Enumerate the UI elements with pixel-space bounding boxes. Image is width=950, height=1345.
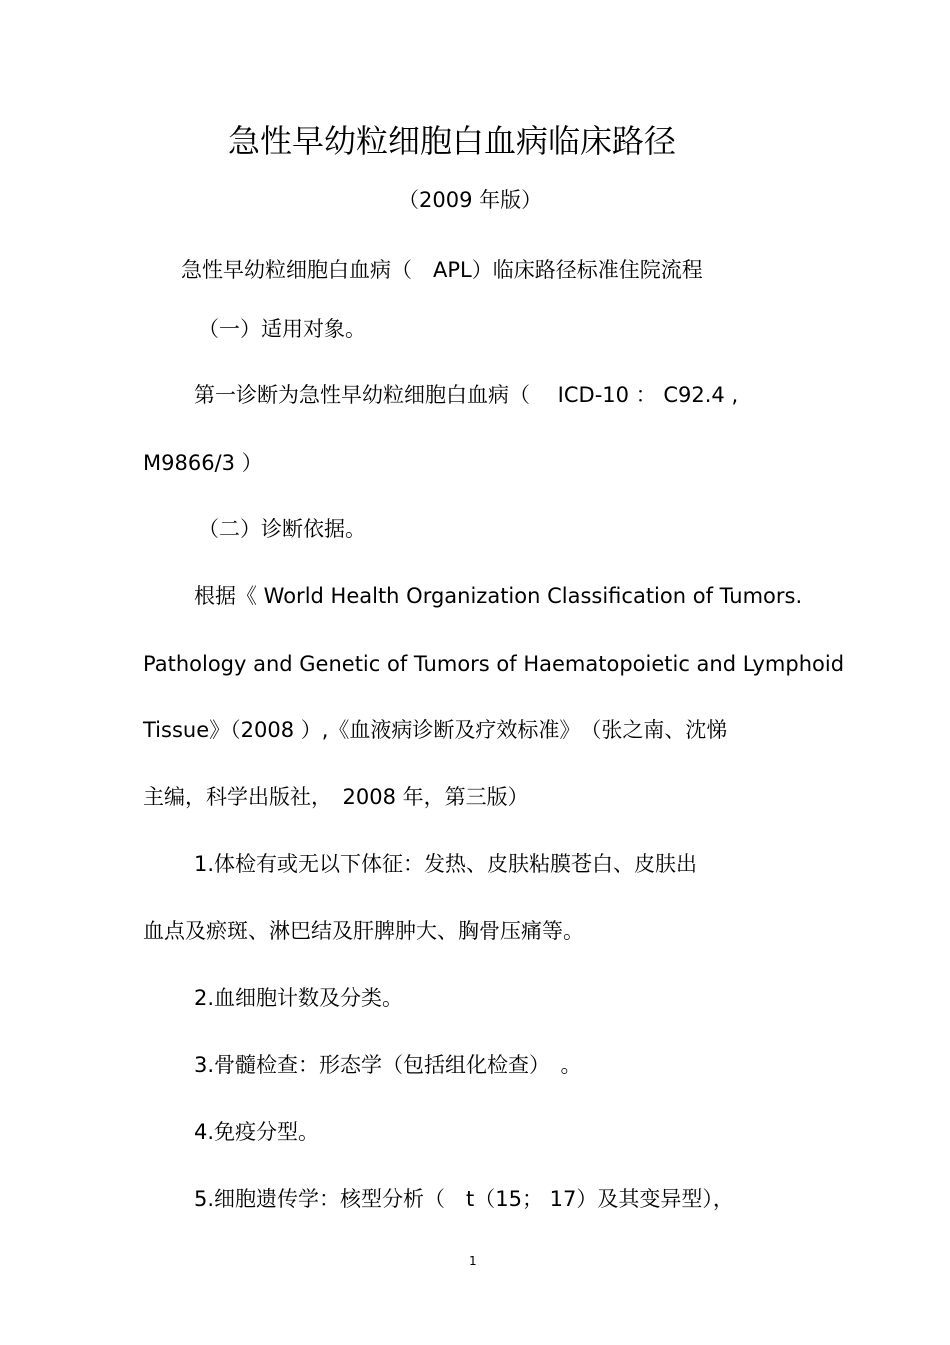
list-item: 5.细胞遗传学：核型分析（ t（15； 17）及其变异型）， xyxy=(194,1187,734,1211)
list-item: 1.体检有或无以下体征：发热、皮肤粘膜苍白、皮肤出 xyxy=(194,852,698,876)
list-item: 2.血细胞计数及分类。 xyxy=(194,986,404,1010)
document-title: 急性早幼粒细胞白血病临床路径 xyxy=(228,122,677,160)
paragraph-line: Tissue》（2008 ）,《血液病诊断及疗效标准》 （张之南、沈悌 xyxy=(143,718,728,742)
page-number: 1 xyxy=(469,1254,477,1268)
paragraph-line: 根据《 World Health Organization Classification of Tumors. xyxy=(194,584,803,608)
paragraph-line: 主编，科学出版社， 2008 年，第三版） xyxy=(143,785,529,809)
list-item: 4.免疫分型。 xyxy=(194,1120,320,1144)
paragraph-line: Pathology and Genetic of Tumors of Haematopoietic and Lymphoid xyxy=(143,652,845,676)
paragraph-line: 第一诊断为急性早幼粒细胞白血病（ ICD-10 ： C92.4 , xyxy=(194,383,739,407)
subsection-heading: （一）适用对象。 xyxy=(198,317,366,341)
section-heading: 急性早幼粒细胞白血病（ APL）临床路径标准住院流程 xyxy=(181,258,703,282)
list-item-continuation: 血点及瘀斑、淋巴结及肝脾肿大、胸骨压痛等。 xyxy=(143,919,584,943)
subsection-heading: （二）诊断依据。 xyxy=(198,517,366,541)
document-subtitle: （2009 年版） xyxy=(398,188,543,212)
paragraph-line: M9866/3 ） xyxy=(143,451,263,475)
list-item: 3.骨髓检查：形态学（包括组化检查） 。 xyxy=(194,1053,582,1077)
